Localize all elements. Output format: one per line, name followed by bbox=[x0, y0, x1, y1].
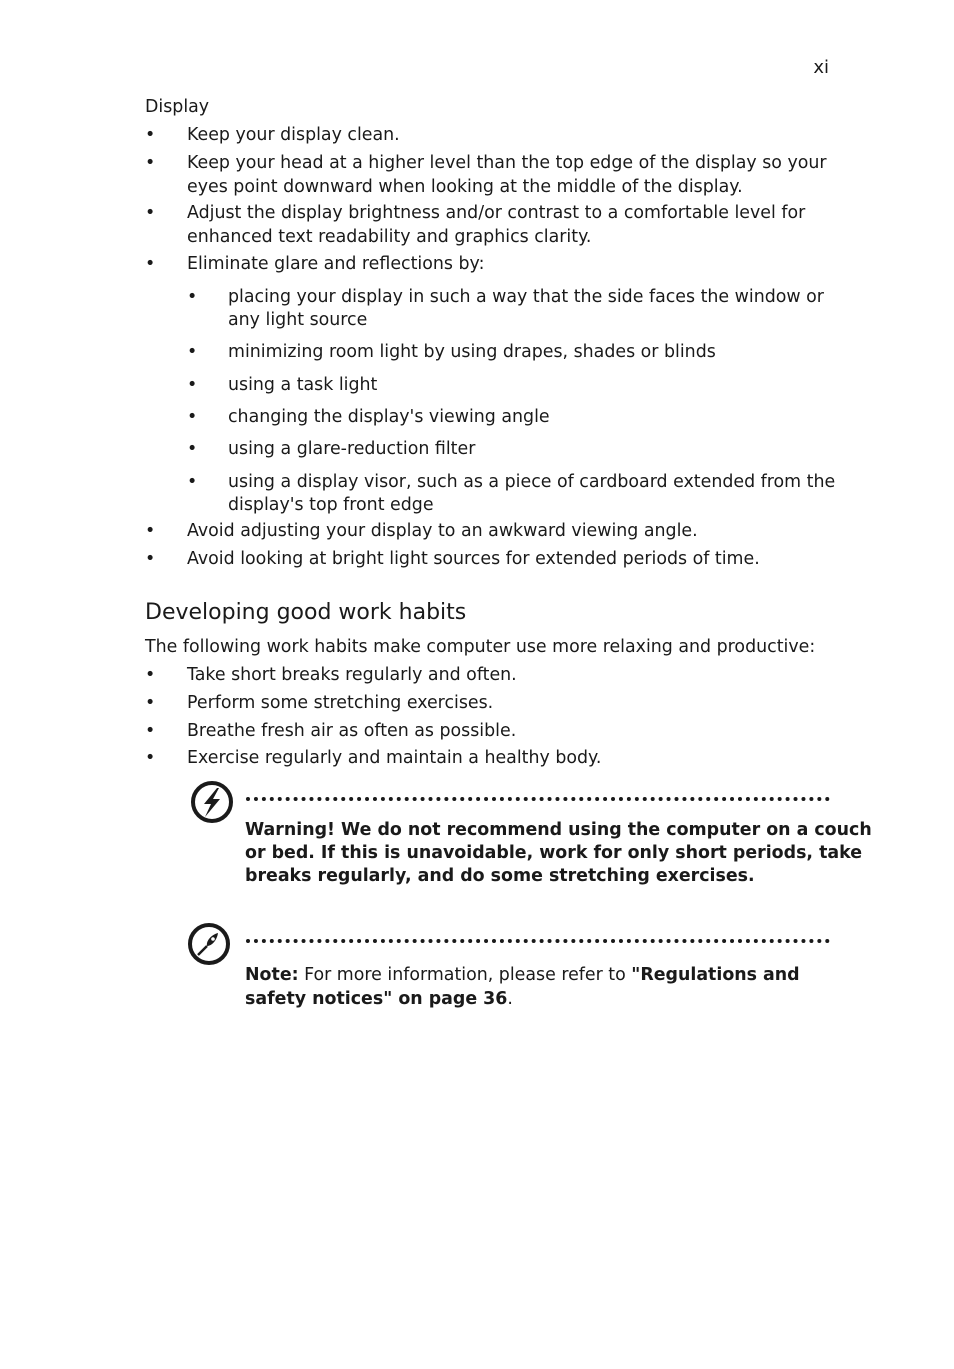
note-reference-link[interactable]: safety notices" on page 36 bbox=[245, 989, 508, 1009]
sub-list-item: using a display visor, such as a piece of cardboard extended from the bbox=[228, 472, 836, 492]
note-label: Note: bbox=[245, 965, 299, 985]
list-item: Keep your head at a higher level than the top edge of the display so your bbox=[187, 153, 827, 173]
bullet: • bbox=[145, 125, 156, 145]
warning-text: Warning! We do not recommend using the computer on a couch bbox=[245, 820, 872, 840]
page-number: xi bbox=[813, 57, 829, 78]
section-label-display: Display bbox=[145, 97, 210, 117]
list-item-continued: enhanced text readability and graphics clarity. bbox=[187, 227, 592, 247]
sub-list-item: changing the display's viewing angle bbox=[228, 407, 550, 427]
note-text: For more information, please refer to bbox=[298, 965, 632, 985]
list-item: Eliminate glare and reflections by: bbox=[187, 254, 485, 274]
note-reference-link[interactable]: "Regulations and bbox=[631, 965, 800, 985]
bullet: • bbox=[145, 254, 156, 274]
sub-bullet: • bbox=[187, 342, 198, 362]
bullet: • bbox=[145, 693, 156, 713]
bullet: • bbox=[145, 665, 156, 685]
bullet: • bbox=[145, 521, 156, 541]
bullet: • bbox=[145, 721, 156, 741]
list-item: Avoid adjusting your display to an awkward viewing angle. bbox=[187, 521, 698, 541]
sub-list-item-continued: display's top front edge bbox=[228, 495, 434, 515]
bullet: • bbox=[145, 549, 156, 569]
warning-text: breaks regularly, and do some stretching exercises. bbox=[245, 866, 755, 886]
bullet: • bbox=[145, 748, 156, 768]
sub-list-item: placing your display in such a way that the side faces the window or bbox=[228, 287, 824, 307]
note-text: . bbox=[507, 989, 513, 1009]
list-item: Exercise regularly and maintain a healthy body. bbox=[187, 748, 602, 768]
list-item: Keep your display clean. bbox=[187, 125, 400, 145]
list-item-continued: eyes point downward when looking at the middle of the display. bbox=[187, 177, 743, 197]
warning-text: or bed. If this is unavoidable, work for only short periods, take bbox=[245, 843, 863, 863]
sub-list-item: minimizing room light by using drapes, shades or blinds bbox=[228, 342, 716, 362]
list-item: Avoid looking at bright light sources for extended periods of time. bbox=[187, 549, 760, 569]
sub-bullet: • bbox=[187, 439, 198, 459]
sub-list-item: using a task light bbox=[228, 375, 378, 395]
sub-bullet: • bbox=[187, 287, 198, 307]
note-line-2 bbox=[245, 989, 513, 1009]
bullet: • bbox=[145, 153, 156, 173]
section-intro: The following work habits make computer use more relaxing and productive: bbox=[145, 637, 816, 657]
sub-bullet: • bbox=[187, 472, 198, 492]
sub-bullet: • bbox=[187, 407, 198, 427]
list-item: Perform some stretching exercises. bbox=[187, 693, 494, 713]
sub-list-item: using a glare-reduction filter bbox=[228, 439, 476, 459]
sub-bullet: • bbox=[187, 375, 198, 395]
list-item: Adjust the display brightness and/or contrast to a comfortable level for bbox=[187, 203, 806, 223]
list-item: Breathe fresh air as often as possible. bbox=[187, 721, 517, 741]
list-item: Take short breaks regularly and often. bbox=[187, 665, 517, 685]
sub-list-item-continued: any light source bbox=[228, 310, 368, 330]
note-pen-icon bbox=[187, 922, 231, 971]
divider bbox=[246, 939, 830, 943]
warning-lightning-icon bbox=[190, 780, 234, 829]
divider bbox=[246, 797, 830, 801]
section-heading: Developing good work habits bbox=[145, 600, 467, 625]
bullet: • bbox=[145, 203, 156, 223]
note-line-1 bbox=[245, 965, 800, 985]
